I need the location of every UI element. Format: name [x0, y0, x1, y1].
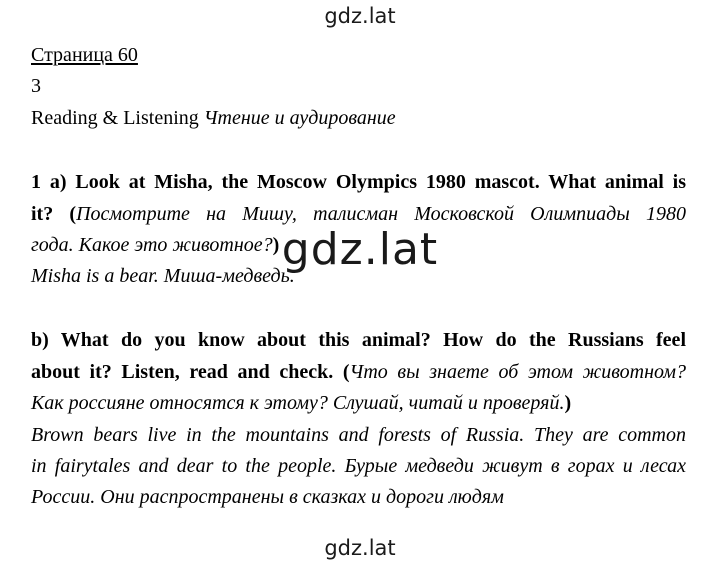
- task-1b-question-line1: b) What do you know about this animal? How do the Russians feel: [31, 329, 686, 351]
- task-1a-question-line2-bold: it? (: [31, 203, 77, 225]
- task-1a-answer: Misha is a bear. Миша-медведь.: [31, 265, 295, 287]
- task-1b-answer-line1: Brown bears live in the mountains and forests of Russia. They are common: [31, 424, 686, 446]
- task-1b-question-line2-bold: about it? Listen, read and check. (: [31, 361, 350, 383]
- section-number: 3: [31, 75, 41, 97]
- task-1b-answer-line2: in fairytales and dear to the people. Бурые медведи живут в горах и лесах: [31, 455, 686, 477]
- watermark-bottom: gdz.lat: [324, 536, 396, 560]
- task-1a-translation-line2: Посмотрите на Мишу, талисман Московской Олимпиады 1980: [76, 203, 686, 225]
- section-title-en: Reading & Listening: [31, 107, 199, 129]
- task-1b-translation-line3-row: [31, 392, 571, 415]
- watermark-middle: gdz.lat: [281, 224, 439, 275]
- section-title-ru: Чтение и аудирование: [203, 107, 396, 129]
- task-1b-close-paren: ): [564, 392, 572, 414]
- task-1a-question-line1: 1 a) Look at Misha, the Moscow Olympics 1980 mascot. What animal is: [31, 171, 686, 193]
- task-1b-translation-line2: Что вы знаете об этом животном?: [349, 361, 686, 383]
- task-1b-answer-line3: России. Они распространены в сказках и дороги людям: [31, 486, 504, 508]
- task-1a-question-line2: [31, 203, 686, 226]
- page-label: Страница 60: [31, 44, 138, 66]
- section-title: [31, 107, 396, 130]
- task-1b-question-line2: [31, 361, 686, 384]
- task-1a-close-paren: ): [272, 234, 280, 256]
- watermark-top: gdz.lat: [324, 4, 396, 28]
- task-1b-translation-line3: Как россияне относятся к этому? Слушай, читай и проверяй.: [31, 392, 565, 414]
- task-1a-translation-line3: года. Какое это животное?: [31, 234, 273, 256]
